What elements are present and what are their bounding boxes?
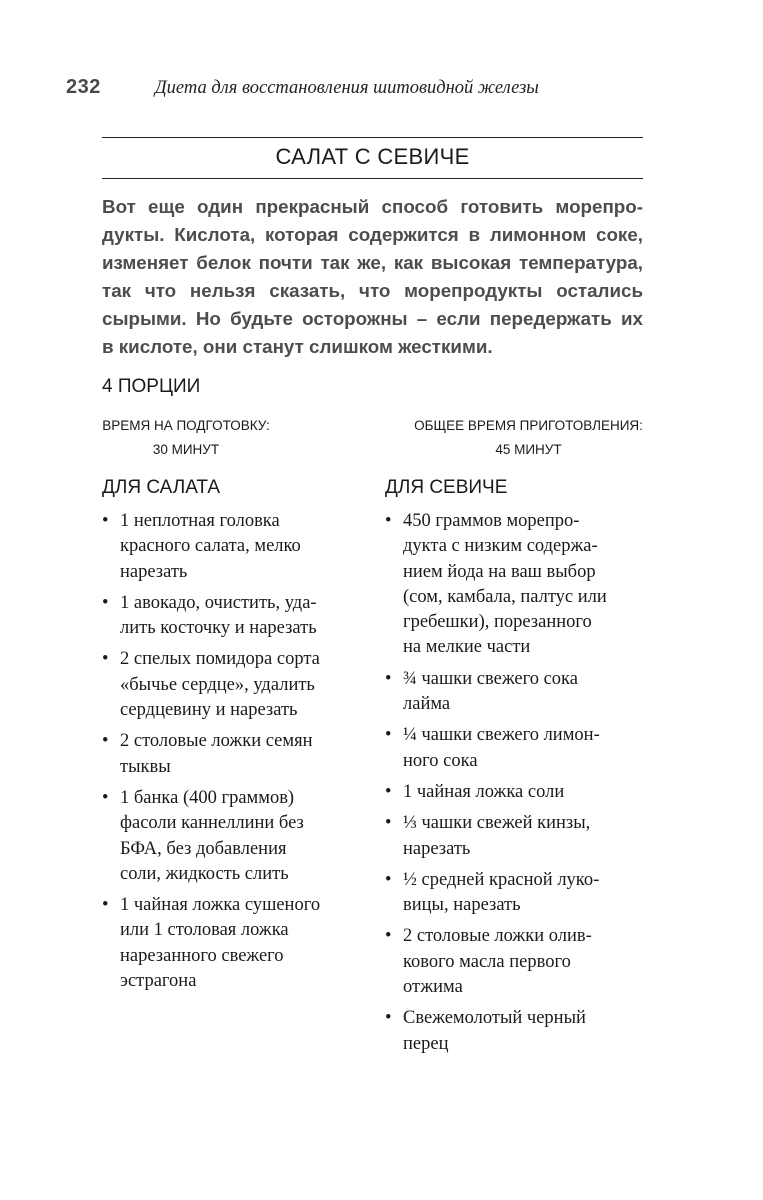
ingredient-line: 1 авокадо, очистить, уда- [120, 592, 317, 613]
total-time [414, 414, 643, 462]
ingredient-item [385, 924, 647, 1000]
ingredient-line: нием йода на ваш выбор [403, 561, 596, 582]
ingredient-line: гребешки), порезанного [403, 612, 592, 633]
running-title: Диета для восстановления шитовидной железы [154, 78, 539, 98]
prep-time-value: 30 МИНУТ [152, 442, 220, 457]
ingredient-line: кового масла первого [403, 951, 571, 972]
ingredient-item [385, 868, 647, 919]
ingredient-line: лить косточку и нарезать [120, 618, 317, 639]
bullet-icon: • [102, 895, 109, 916]
bullet-icon: • [102, 787, 109, 808]
intro-line: в кислоте, они станут слишком жесткими. [102, 336, 493, 357]
ingredient-line: 1 чайная ложка соли [403, 781, 565, 802]
ingredient-line: сердцевину и нарезать [120, 700, 298, 721]
intro-line: изменяет белок почти так же, как высокая температура, [102, 252, 643, 273]
ingredient-item [385, 811, 647, 862]
prep-time-label: ВРЕМЯ НА ПОДГОТОВКУ: [102, 418, 270, 433]
bullet-icon: • [385, 869, 392, 890]
ingredient-item [385, 667, 647, 718]
bullet-icon: • [385, 668, 392, 689]
ingredient-line: отжима [403, 977, 463, 998]
ceviche-ingredients [385, 509, 647, 1063]
ingredient-line: или 1 столовая ложка [120, 920, 289, 941]
title-bottom-rule [102, 178, 643, 179]
ingredient-line: тыквы [120, 756, 171, 777]
ingredient-line: 2 спелых помидора сорта [120, 649, 320, 670]
ingredient-line: Свежемолотый черный [403, 1008, 586, 1029]
ingredient-item [102, 591, 367, 642]
ingredient-item [102, 509, 367, 585]
ingredient-line: нарезать [403, 838, 471, 859]
ingredient-line: 1 банка (400 граммов) [120, 787, 295, 808]
ingredient-line: красного салата, мелко [120, 536, 301, 557]
ingredient-line: нарезать [120, 561, 188, 582]
ingredient-line: БФА, без добавления [120, 838, 287, 859]
title-top-rule [102, 137, 643, 138]
ingredient-line: ¾ чашки свежего сока [403, 668, 578, 689]
ingredient-line: ⅓ чашки свежей кинзы, [403, 813, 591, 834]
bullet-icon: • [385, 725, 392, 746]
intro-line: сырыми. Но будьте осторожны – если передержать их [102, 308, 643, 329]
ceviche-heading: ДЛЯ СЕВИЧЕ [385, 477, 508, 498]
ingredient-line: 450 граммов морепро- [403, 511, 580, 531]
bullet-icon: • [102, 592, 109, 613]
ingredient-item [385, 723, 647, 774]
ingredient-item [102, 893, 367, 994]
ingredient-line: на мелкие части [403, 637, 531, 658]
ingredient-line: перец [403, 1033, 449, 1054]
ingredient-line: ного сока [403, 750, 478, 771]
intro-line: так что нельзя сказать, что морепродукты остались [102, 280, 643, 301]
page-number: 232 [66, 76, 101, 98]
bullet-icon: • [385, 781, 392, 802]
bullet-icon: • [385, 511, 392, 531]
bullet-icon: • [385, 813, 392, 834]
ingredient-line: 1 чайная ложка сушеного [120, 895, 321, 916]
intro-line: Вот еще один прекрасный способ готовить морепро- [102, 196, 643, 217]
prep-time [102, 414, 270, 462]
ingredient-line: эстрагона [120, 971, 197, 992]
page-header [66, 76, 666, 104]
bullet-icon: • [385, 926, 392, 947]
ingredient-line: нарезанного свежего [120, 945, 284, 966]
total-time-value: 45 МИНУТ [495, 442, 562, 457]
intro-line: дукты. Кислота, которая содержится в лимонном соке, [102, 224, 643, 245]
recipe-intro [102, 193, 643, 361]
ingredient-line: 2 столовые ложки семян [120, 731, 313, 752]
ingredient-line: ¼ чашки свежего лимон- [403, 725, 600, 746]
ingredient-line: дукта с низким содержа- [403, 536, 598, 557]
bullet-icon: • [102, 649, 109, 670]
ingredient-item [385, 1006, 647, 1057]
ingredient-item [385, 509, 647, 661]
salad-heading: ДЛЯ САЛАТА [102, 477, 221, 498]
ingredient-line: лайма [403, 694, 451, 715]
ingredient-line: ½ средней красной луко- [403, 869, 600, 890]
bullet-icon: • [102, 731, 109, 752]
ingredient-line: 2 столовые ложки олив- [403, 926, 592, 947]
ingredient-item [102, 786, 367, 887]
total-time-label: ОБЩЕЕ ВРЕМЯ ПРИГОТОВЛЕНИЯ: [414, 418, 643, 433]
ingredient-line: «бычье сердце», удалить [120, 674, 315, 695]
bullet-icon: • [385, 1008, 392, 1029]
servings: 4 ПОРЦИИ [102, 376, 201, 397]
ingredient-line: соли, жидкость слить [120, 863, 289, 884]
ingredient-item [385, 780, 647, 805]
ingredient-line: фасоли каннеллини без [120, 813, 304, 834]
ingredient-line: 1 неплотная головка [120, 511, 280, 531]
ingredient-item [102, 729, 367, 780]
ingredient-line: (сом, камбала, палтус или [403, 586, 607, 607]
bullet-icon: • [102, 511, 109, 531]
recipe-title: САЛАТ С СЕВИЧЕ [275, 144, 470, 169]
salad-ingredients [102, 509, 367, 1000]
ingredient-item [102, 647, 367, 723]
ingredient-line: вицы, нарезать [403, 895, 521, 916]
